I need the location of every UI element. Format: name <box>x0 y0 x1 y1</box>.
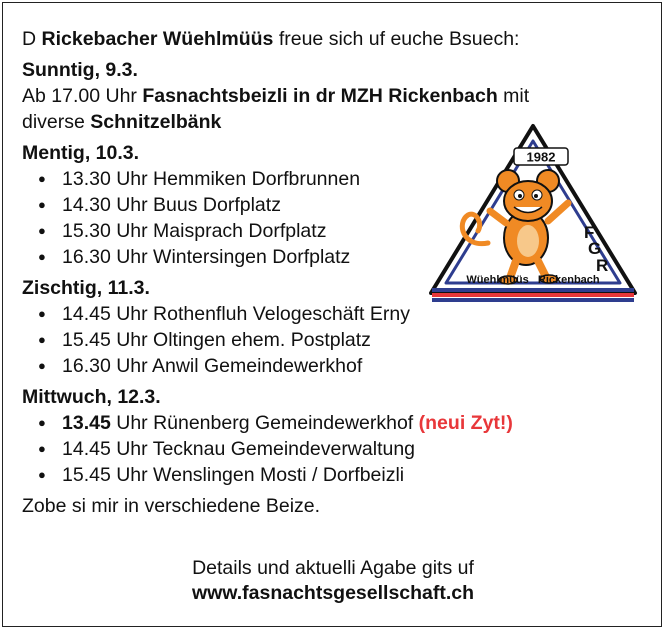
tuesday-list <box>22 301 622 379</box>
day-title-wednesday: Mittwuch, 12.3. <box>22 386 161 408</box>
intro-line <box>22 26 622 52</box>
day-title-tuesday: Zischtig, 11.3. <box>22 277 150 299</box>
list-item: ● 15.45 Uhr Oltingen ehem. Postplatz <box>22 327 622 353</box>
closing-line: Zobe si mir in verschiedene Beize. <box>22 495 321 517</box>
list-item: ● 14.45 Uhr Tecknau Gemeindeverwaltung <box>22 436 622 462</box>
sunday-event: Fasnachtsbeizli in dr MZH Rickenbach <box>142 85 498 107</box>
fgr-logo <box>428 123 638 308</box>
logo-letter-g: G <box>588 239 602 258</box>
sunday-line-1 <box>22 83 622 109</box>
list-item: ● 13.30 Uhr Hemmiken Dorfbrunnen <box>22 166 622 192</box>
logo-banner-text: Wüehlmüüs Rickenbach <box>466 274 600 286</box>
sunday-line1-post: mit <box>497 85 530 107</box>
logo-letter-r: R <box>596 256 609 275</box>
sunday-schnitzelbaenk: Schnitzelbänk <box>90 111 222 133</box>
new-time: 13.45 <box>62 412 111 434</box>
wednesday-list <box>22 410 622 488</box>
intro-post: freue sich uf euche Bsuech: <box>273 28 520 50</box>
day-title-monday: Mentig, 10.3. <box>22 142 140 164</box>
group-name: Rickebacher Wüehlmüüs <box>41 28 274 50</box>
intro-pre: D <box>22 28 42 50</box>
logo-year: 1982 <box>526 149 556 165</box>
footer-text: Details und aktuelli Agabe gits uf <box>192 557 474 579</box>
list-item: ● 15.45 Uhr Wenslingen Mosti / Dorfbeizli <box>22 462 622 488</box>
list-item: ● 16.30 Uhr Wintersingen Dorfplatz <box>22 244 622 270</box>
new-time-note: (neui Zyt!) <box>418 412 513 434</box>
list-item: ● 16.30 Uhr Anwil Gemeindewerkhof <box>22 353 622 379</box>
list-item: ● 14.45 Uhr Rothenfluh Velogeschäft Erny <box>22 301 622 327</box>
footer <box>0 556 666 606</box>
first-rest: Uhr Rünenberg Gemeindewerkhof <box>110 412 419 434</box>
list-item: ● 14.30 Uhr Buus Dorfplatz <box>22 192 622 218</box>
website-link[interactable]: www.fasnachtsgesellschaft.ch <box>191 582 475 604</box>
sunday-line2-pre: diverse <box>22 111 91 133</box>
sunday-line1-pre: Ab 17.00 Uhr <box>22 85 143 107</box>
day-title-sunday: Sunntig, 9.3. <box>22 59 138 81</box>
list-item: ● 15.30 Uhr Maisprach Dorfplatz <box>22 218 622 244</box>
list-item <box>22 410 622 436</box>
logo-letter-f: F <box>584 223 595 242</box>
